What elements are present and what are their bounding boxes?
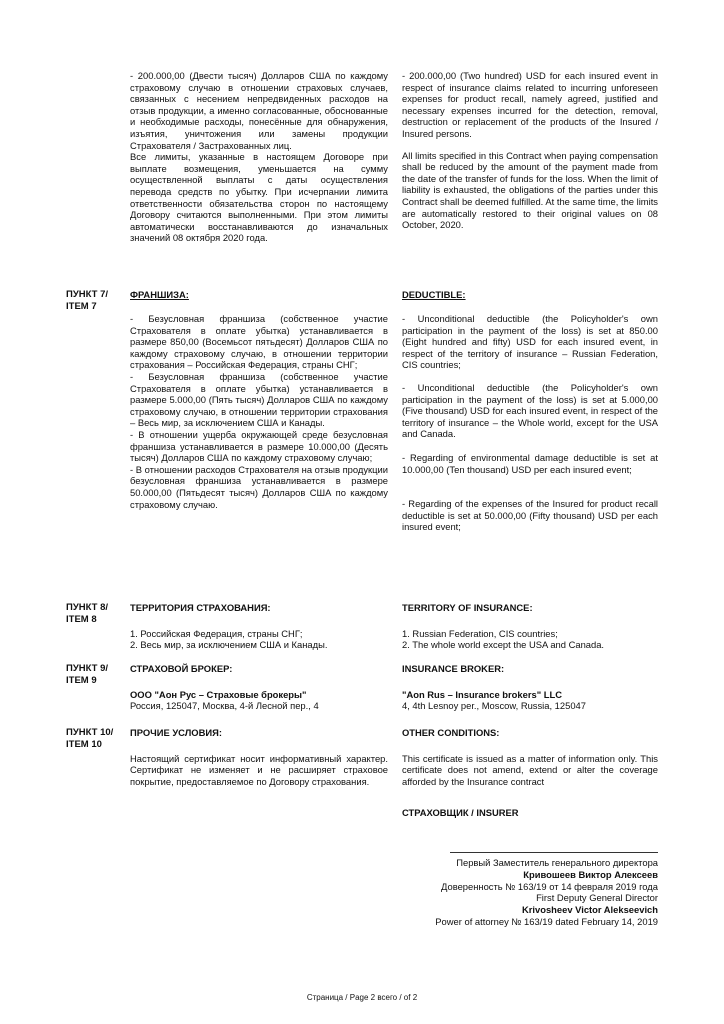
item8-ru-title: ТЕРРИТОРИЯ СТРАХОВАНИЯ: [130, 602, 271, 613]
insurer-label: СТРАХОВЩИК / INSURER [402, 807, 519, 819]
item8-en-line-2: 2. The whole world except the USA and Canada. [402, 639, 605, 651]
item8-ru-line-1: 1. Российская Федерация, страны СНГ; [130, 627, 303, 639]
item9-ru-broker-name: ООО "Аон Рус – Страховые брокеры" [130, 688, 307, 700]
item9-ru [130, 663, 388, 712]
item9-number: ПУНКТ 9/ ITEM 9 [66, 663, 108, 686]
item7-ru-deductible-4: - В отношении расходов Страхователя на отзыв продукции безусловная франшиза устанавливается в размере 50.000,00 (Пятьдесят тысяч) Долларов США по каждому страховому случаю. [130, 463, 388, 510]
item10-number: ПУНКТ 10/ ITEM 10 [66, 727, 114, 750]
item10-ru [130, 727, 388, 787]
item10-en-title: OTHER CONDITIONS: [402, 727, 500, 738]
item7-ru-deductible-1: - Безусловная франшиза (собственное участие Страхователя в оплате убытка) устанавливается в размере 850,00 (Восемьсот пятьдесят) Долларов США по каждому страховому случаю, в отношении территории страхования – Российская Федерация, страны СНГ; [130, 313, 388, 371]
page-footer: Страница / Page 2 всего / of 2 [306, 993, 418, 1002]
signature-line [450, 852, 658, 853]
intro-en-limit: - 200.000,00 (Two hundred) USD for each insured event in respect of insurance claims related to incurring unforeseen expenses for product recall, namely agreed, justified and necessary expenses incurred for the detection, removal, destruction or replacement of the products of the Insured / Insured persons. [402, 70, 658, 139]
item9-en-broker-address: 4, 4th Lesnoy per., Moscow, Russia, 125047 [402, 700, 586, 712]
item10-ru-title: ПРОЧИЕ УСЛОВИЯ: [130, 727, 222, 738]
item10-en [402, 727, 658, 819]
intro-ru-limit: - 200.000,00 (Двести тысяч) Долларов США по каждому страховому случаю в отношении страховых случаев, связанных с несением непредвиденных расходов на отзыв продукции, а именно согласованные, обоснованные и необходимые расходы, понесённые для обнаружения, изъятия, уничтожения или замены продукции Страхователя / Застрахованных лиц. [130, 70, 388, 151]
item9-ru-broker-address: Россия, 125047, Москва, 4-й Лесной пер., 4 [130, 700, 319, 712]
item7-ru-deductible-3: - В отношении ущерба окружающей среде безусловная франшиза устанавливается в размере 10.000,00 (Десять тысяч) Долларов США по каждому страховому случаю; [130, 428, 388, 464]
power-of-attorney-ru: Доверенность № 163/19 от 14 февраля 2019 года [441, 880, 658, 892]
item9-en-broker-name: "Aon Rus – Insurance brokers" LLC [402, 688, 562, 700]
item10-en-text: This certificate is issued as a matter of information only. This certificate does not amend, extend or alter the coverage afforded by the Insurance contract [402, 752, 658, 787]
item8-ru-line-2: 2. Весь мир, за исключением США и Канады. [130, 639, 328, 651]
item7-ru-body [130, 313, 388, 510]
intro-ru [130, 70, 388, 244]
item7-en-deductible-2: - Unconditional deductible (the Policyholder's own participation in the payment of the loss) is set at 5.000,00 (Five thousand) USD for each insured event, in respect of the territory of insurance – the Whole world, except for the USA and Canada. [402, 381, 658, 440]
item7-ru-title: ФРАНШИЗА: [130, 289, 189, 300]
signatory-name-en: Krivosheev Victor Alekseevich [521, 904, 658, 916]
item7-number: ПУНКТ 7/ ITEM 7 [66, 289, 108, 312]
item9-en-title: INSURANCE BROKER: [402, 663, 505, 674]
item7-en-deductible-4: - Regarding of the expenses of the Insured for product recall deductible is set at 50.000,00 (Fifty thousand) USD per each insured event; [402, 498, 658, 533]
item8-ru [130, 602, 388, 651]
item7-ru-deductible-2: - Безусловная франшиза (собственное участие Страхователя в оплате убытка) устанавливается в размере 5.000,00 (Пять тысяч) Долларов США по каждому страховому случаю, в отношении территории страхования – Весь мир, за исключением США и Канады. [130, 370, 388, 429]
item10-ru-text: Настоящий сертификат носит информативный характер. Сертификат не изменяет и не расширяет страховое покрытие, предоставляемое по Договору страхования. [130, 752, 388, 787]
item9-en [402, 663, 658, 712]
item7-ru-heading [130, 289, 388, 301]
intro-ru-limits-note: Все лимиты, указанные в настоящем Договоре при выплате возмещения, уменьшается на сумму осуществленной выплаты с даты осуществления перевода средств по убытку. При исчерпании лимита ответственности обязательства сторон по настоящему Договору считаются выполненными. При этом лимиты автоматически восстанавливаются до изначальных значений 08 октября 2020 года. [130, 151, 388, 244]
signatory-name-ru: Кривошеев Виктор Алексеев [523, 868, 658, 880]
signature-block [398, 852, 658, 928]
signatory-title-en: First Deputy General Director [536, 892, 658, 904]
item8-number: ПУНКТ 8/ ITEM 8 [66, 602, 108, 625]
item7-en-title: DEDUCTIBLE: [402, 289, 466, 300]
intro-en-limits-note: All limits specified in this Contract when paying compensation shall be reduced by the amount of the payment made from the date of the transfer of funds for the loss. When the limit of liability is exhausted, the obligations of the parties under this Contract shall be deemed fulfilled. At the same time, the limits are automatically restored to their original values on 08 October, 2020. [402, 149, 658, 231]
item7-en-deductible-3: - Regarding of environmental damage deductible is set at 10.000,00 (Ten thousand) USD per each insured event; [402, 451, 658, 475]
item8-en-line-1: 1. Russian Federation, CIS countries; [402, 627, 558, 639]
item8-en-title: TERRITORY OF INSURANCE: [402, 602, 533, 613]
power-of-attorney-en: Power of attorney № 163/19 dated February 14, 2019 [435, 915, 658, 927]
item7-en-heading [402, 289, 658, 301]
item7-en-body [402, 313, 658, 533]
item7-en-deductible-1: - Unconditional deductible (the Policyholder's own participation in the payment of the loss) is set at 850.00 (Eight hundred and fifty) USD for each insured event, in respect of the territory of insurance – Russian Federation, CIS countries; [402, 313, 658, 371]
item9-ru-title: СТРАХОВОЙ БРОКЕР: [130, 663, 233, 674]
intro-en [402, 70, 658, 231]
item8-en [402, 602, 658, 651]
signatory-title-ru: Первый Заместитель генерального директора [456, 857, 658, 868]
